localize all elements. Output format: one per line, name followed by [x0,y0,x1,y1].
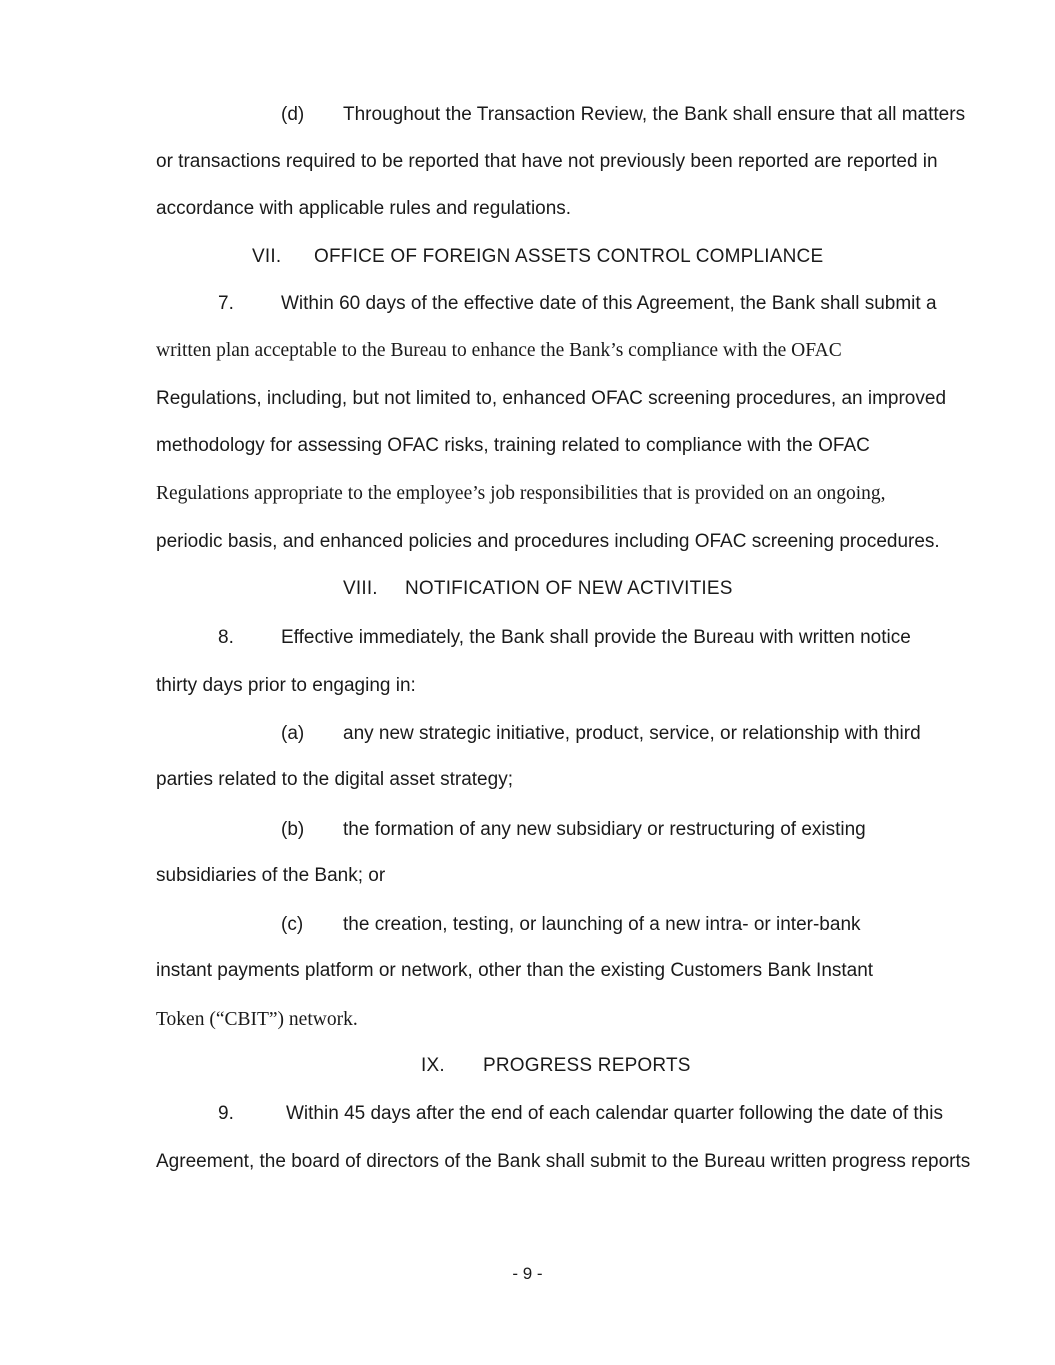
section-vii-title: OFFICE OF FOREIGN ASSETS CONTROL COMPLIANCE [314,246,824,267]
page-number: - 9 - [512,1264,543,1283]
paragraph-7-line-6: periodic basis, and enhanced policies and procedures including OFAC screening procedures. [156,531,940,552]
item-a-marker: (a) [281,723,305,744]
paragraph-7-line-2: written plan acceptable to the Bureau to enhance the Bank’s compliance with the OFAC [156,340,842,361]
section-viii-title: NOTIFICATION OF NEW ACTIVITIES [405,578,733,599]
paragraph-7-line-3: Regulations, including, but not limited to, enhanced OFAC screening procedures, an improved [156,388,947,409]
item-c-line-3: Token (“CBIT”) network. [156,1009,358,1030]
item-c-line-1: the creation, testing, or launching of a new intra- or inter-bank [343,914,861,935]
section-ix-number: IX. [421,1055,445,1076]
paragraph-9-marker: 9. [218,1103,234,1124]
paragraph-8-line-1: Effective immediately, the Bank shall provide the Bureau with written notice [281,627,911,648]
item-b-marker: (b) [281,819,305,840]
item-a-line-1: any new strategic initiative, product, service, or relationship with third [343,723,921,744]
paragraph-d-marker: (d) [281,104,305,125]
paragraph-8-marker: 8. [218,627,234,648]
item-c-line-2: instant payments platform or network, other than the existing Customers Bank Instant [156,960,874,981]
paragraph-7-line-5: Regulations appropriate to the employee’s job responsibilities that is provided on an ongoing, [156,483,886,504]
section-vii-number: VII. [252,246,282,267]
section-ix-title: PROGRESS REPORTS [483,1055,691,1076]
paragraph-d-line-2: or transactions required to be reported that have not previously been reported are reported in [156,151,938,172]
paragraph-7-line-4: methodology for assessing OFAC risks, training related to compliance with the OFAC [156,435,870,456]
item-b-line-1: the formation of any new subsidiary or restructuring of existing [343,819,866,840]
paragraph-9-line-1: Within 45 days after the end of each calendar quarter following the date of this [286,1103,943,1124]
item-c-marker: (c) [281,914,304,935]
paragraph-d-line-1: Throughout the Transaction Review, the Bank shall ensure that all matters [343,104,966,125]
item-b-line-2: subsidiaries of the Bank; or [156,865,386,886]
paragraph-7-line-1: Within 60 days of the effective date of this Agreement, the Bank shall submit a [281,293,937,314]
section-viii-number: VIII. [343,578,378,599]
paragraph-8-line-2: thirty days prior to engaging in: [156,675,416,696]
paragraph-7-marker: 7. [218,293,234,314]
item-a-line-2: parties related to the digital asset strategy; [156,769,513,790]
paragraph-d-line-3: accordance with applicable rules and regulations. [156,198,572,219]
paragraph-9-line-2: Agreement, the board of directors of the Bank shall submit to the Bureau written progress reports [156,1151,971,1172]
